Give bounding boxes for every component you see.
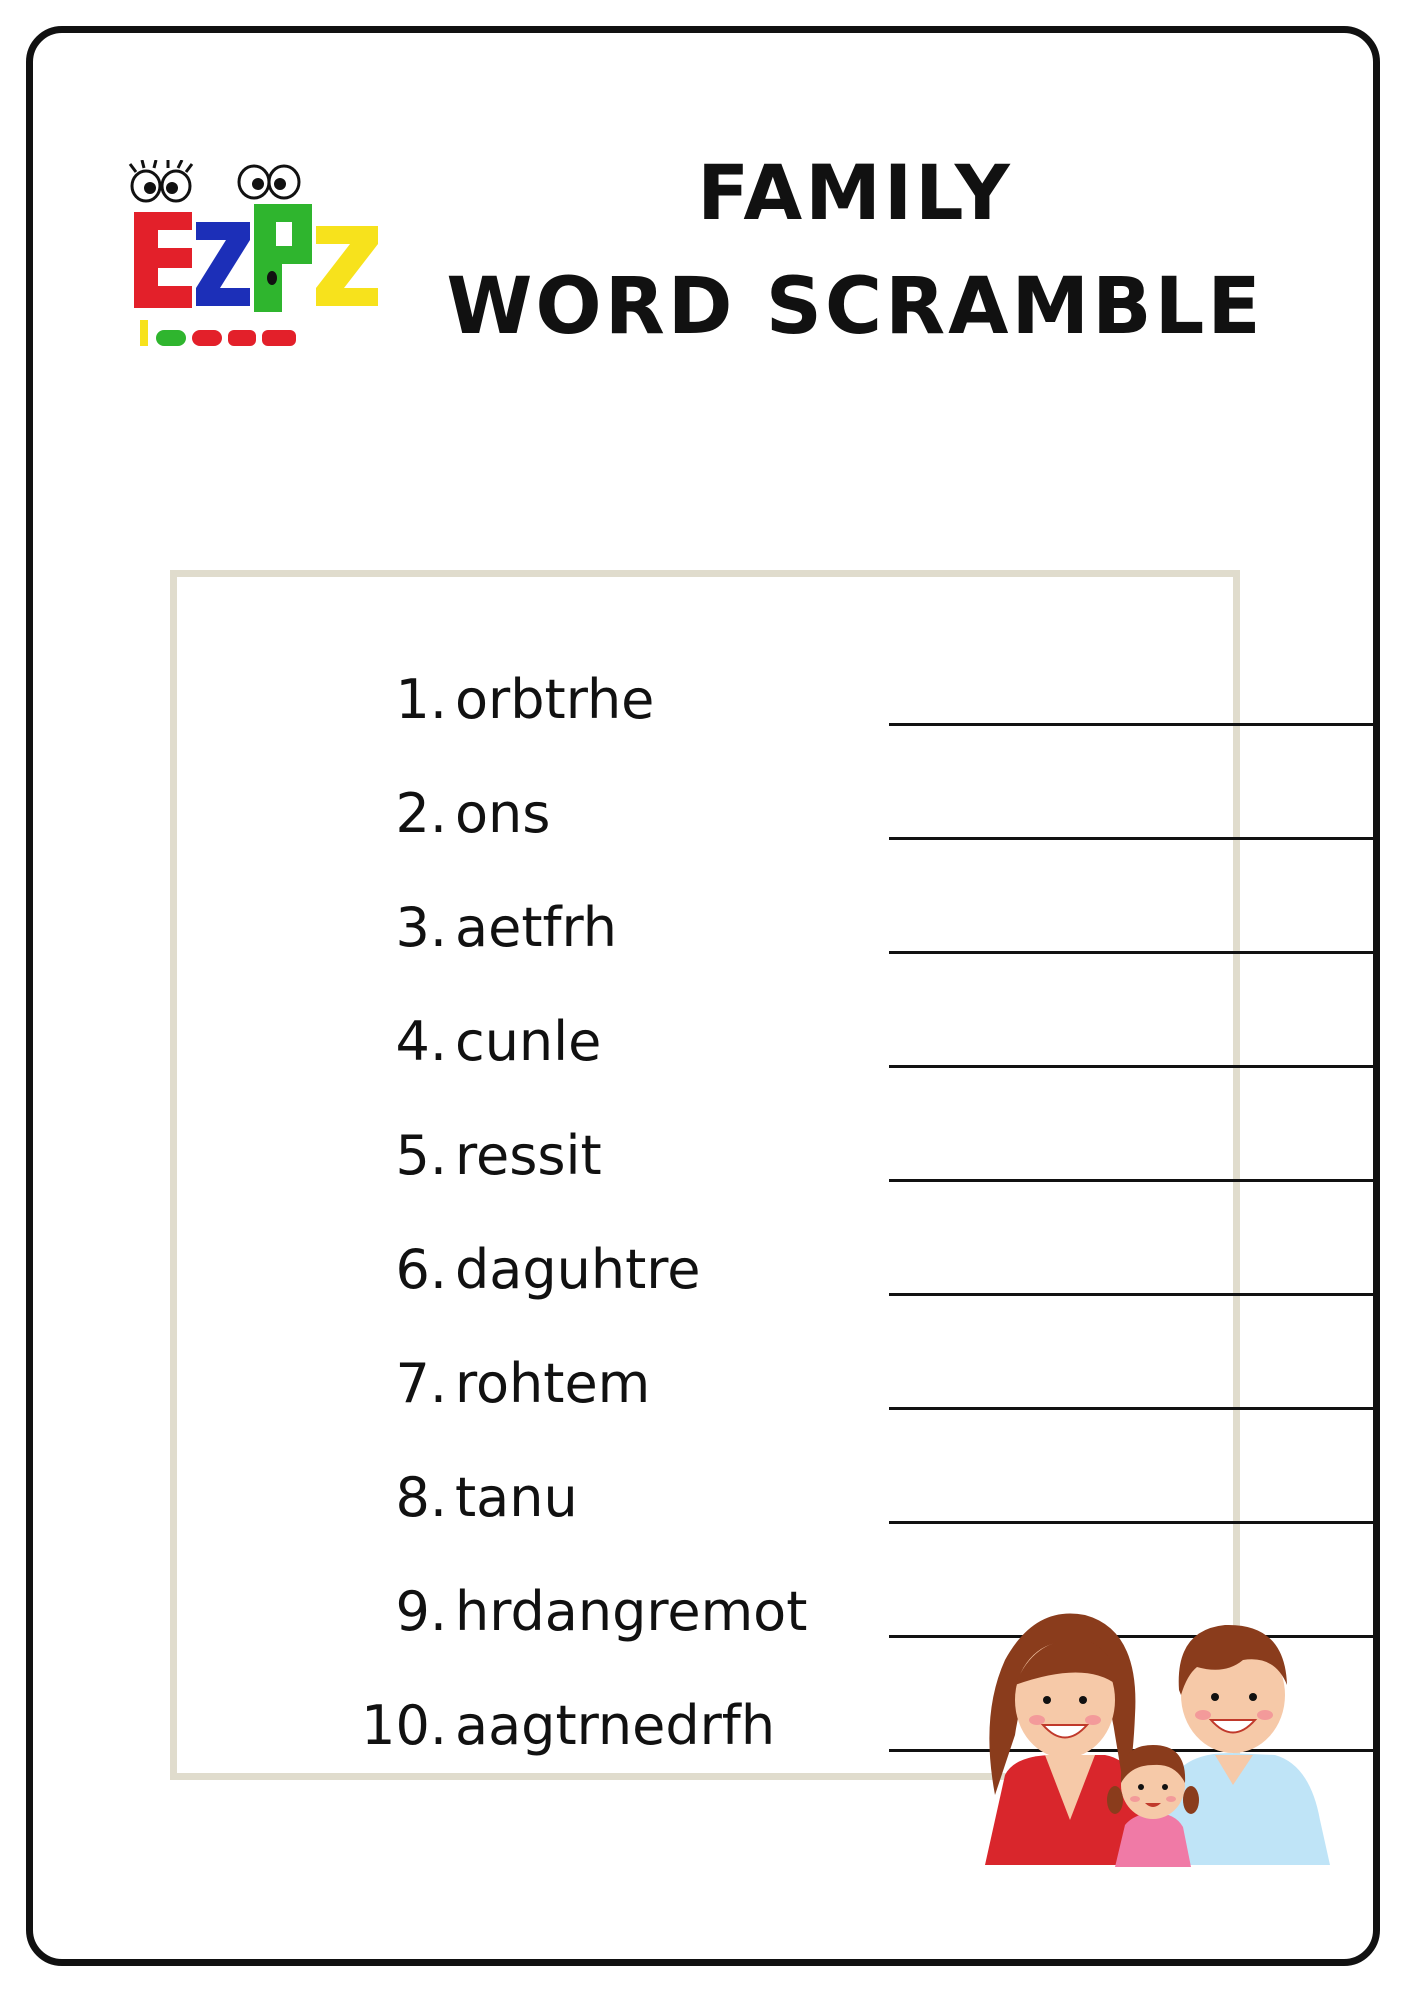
item-number: 9. (395, 1580, 447, 1643)
word-list-box (170, 570, 1240, 1780)
answer-line[interactable] (889, 1179, 1373, 1182)
list-item (177, 1235, 1233, 1305)
scrambled-word: orbtrhe (455, 668, 655, 731)
item-number: 7. (395, 1352, 447, 1415)
scrambled-word: daguhtre (455, 1238, 701, 1301)
scrambled-word: aagtrnedrfh (455, 1694, 776, 1757)
scrambled-word: aetfrh (455, 896, 617, 959)
family-illustration (975, 1605, 1335, 1870)
scrambled-word: ressit (455, 1124, 602, 1187)
item-number: 5. (395, 1124, 447, 1187)
item-number: 1. (395, 668, 447, 731)
item-number: 2. (395, 782, 447, 845)
list-item (177, 1121, 1233, 1191)
answer-line[interactable] (889, 837, 1373, 840)
item-number: 6. (395, 1238, 447, 1301)
scrambled-word: rohtem (455, 1352, 651, 1415)
list-item (177, 893, 1233, 963)
list-item (177, 665, 1233, 735)
list-item (177, 1463, 1233, 1533)
list-item (177, 1349, 1233, 1419)
scrambled-word: hrdangremot (455, 1580, 808, 1643)
list-item (177, 779, 1233, 849)
scrambled-word: cunle (455, 1010, 602, 1073)
item-number: 4. (395, 1010, 447, 1073)
answer-line[interactable] (889, 1407, 1373, 1410)
answer-line[interactable] (889, 723, 1373, 726)
list-item (177, 1007, 1233, 1077)
answer-line[interactable] (889, 1521, 1373, 1524)
answer-line[interactable] (889, 1293, 1373, 1296)
answer-line[interactable] (889, 951, 1373, 954)
ezpz-learn-logo (126, 160, 396, 350)
scrambled-word: tanu (455, 1466, 578, 1529)
item-number: 8. (395, 1466, 447, 1529)
title-line-1: FAMILY (697, 148, 1013, 237)
scrambled-word: ons (455, 782, 551, 845)
item-number: 10. (361, 1694, 447, 1757)
item-number: 3. (395, 896, 447, 959)
answer-line[interactable] (889, 1065, 1373, 1068)
title-line-2: WORD SCRAMBLE (446, 262, 1264, 352)
